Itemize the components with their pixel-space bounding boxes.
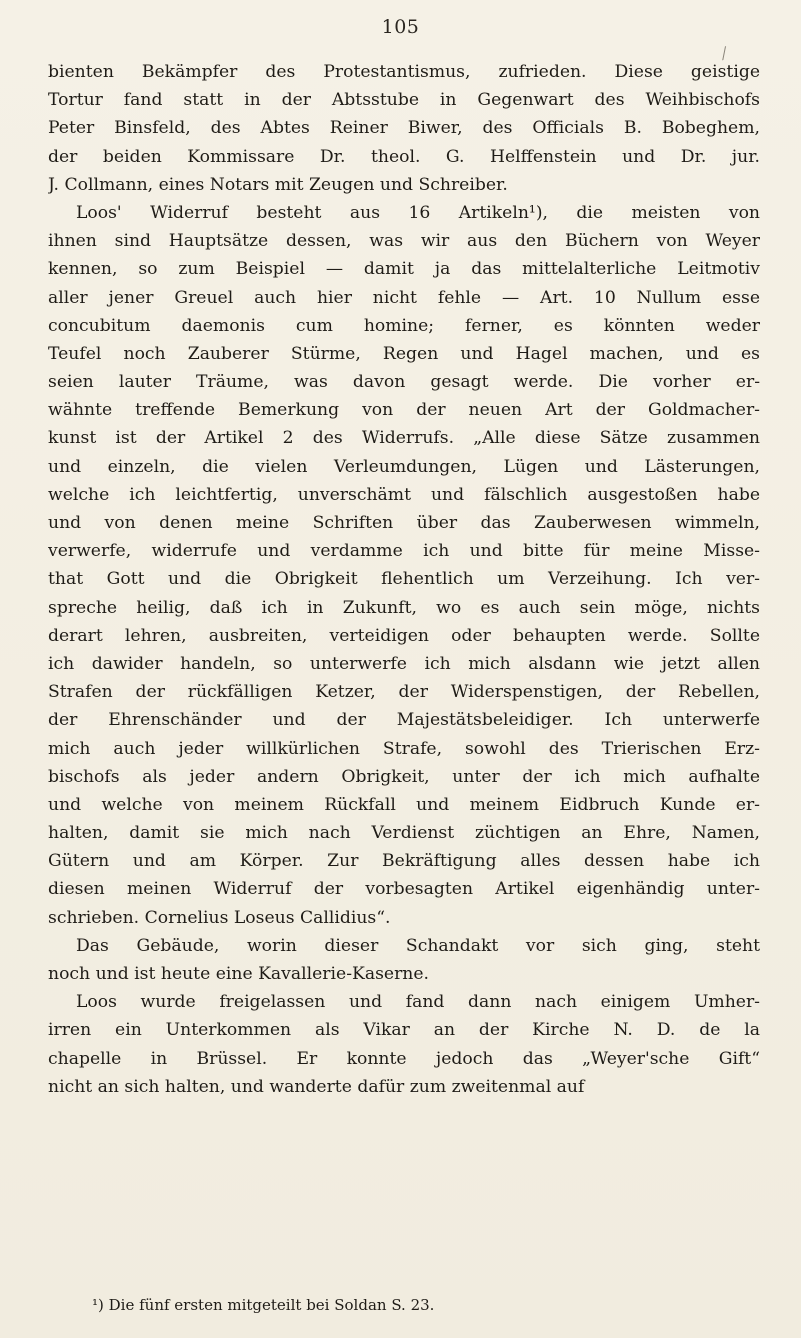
text-line: J. Collmann, eines Notars mit Zeugen und Schreiber. bbox=[48, 174, 508, 195]
text-line: kunst ist der Artikel 2 des Widerrufs. „Alle diese Sätze zusammen bbox=[48, 428, 760, 449]
paragraph-p2 bbox=[48, 199, 760, 932]
text-line: schrieben. Cornelius Loseus Callidius“. bbox=[48, 907, 391, 928]
pencil-mark-icon: ⁄ bbox=[719, 44, 729, 63]
text-line: diesen meinen Widerruf der vorbesagten Artikel eigenhändig unter- bbox=[48, 879, 760, 900]
text-line: Gütern und am Körper. Zur Bekräftigung alles dessen habe ich bbox=[48, 851, 760, 872]
text-line: seien lauter Träume, was davon gesagt werde. Die vorher er- bbox=[48, 372, 760, 393]
text-line: halten, damit sie mich nach Verdienst züchtigen an Ehre, Namen, bbox=[48, 823, 760, 844]
paragraph-p1 bbox=[48, 58, 760, 199]
text-line: Loos wurde freigelassen und fand dann nach einigem Umher- bbox=[76, 992, 760, 1013]
text-line: bienten Bekämpfer des Protestantismus, zufrieden. Diese geistige bbox=[48, 62, 760, 82]
text-line: noch und ist heute eine Kavallerie-Kaserne. bbox=[48, 964, 429, 984]
text-line: mich auch jeder willkürlichen Strafe, sowohl des Trierischen Erz- bbox=[48, 738, 760, 759]
text-line: Tortur fand statt in der Abtsstube in Gegenwart des Weihbischofs bbox=[48, 90, 760, 111]
text-line: chapelle in Brüssel. Er konnte jedoch das „Weyer'sche Gift“ bbox=[48, 1048, 760, 1069]
text-line: aller jener Greuel auch hier nicht fehle — Art. 10 Nullum esse bbox=[48, 287, 760, 308]
paragraph-p4 bbox=[48, 988, 760, 1101]
text-line: wähnte treffende Bemerkung von der neuen Art der Goldmacher- bbox=[48, 400, 760, 421]
page-number: 105 bbox=[381, 16, 420, 38]
text-line: ich dawider handeln, so unterwerfe ich mich alsdann wie jetzt allen bbox=[48, 653, 760, 674]
text-line: Teufel noch Zauberer Stürme, Regen und Hagel machen, und es bbox=[48, 343, 760, 364]
text-line: Loos' Widerruf besteht aus 16 Artikeln¹), die meisten von bbox=[76, 202, 760, 223]
footnote: ¹) Die fünf ersten mitgeteilt bei Soldan S. 23. bbox=[92, 1296, 435, 1314]
text-line: ihnen sind Hauptsätze dessen, was wir aus den Büchern von Weyer bbox=[48, 231, 760, 252]
text-line: welche ich leichtfertig, unverschämt und fälschlich ausgestoßen habe bbox=[48, 484, 760, 505]
text-line: nicht an sich halten, und wanderte dafür zum zweitenmal auf bbox=[48, 1076, 585, 1097]
paragraph-p3 bbox=[48, 932, 760, 988]
text-line: that Gott und die Obrigkeit flehentlich um Verzeihung. Ich ver- bbox=[48, 569, 760, 590]
text-line: der beiden Kommissare Dr. theol. G. Helffenstein und Dr. jur. bbox=[48, 146, 760, 167]
text-line: Peter Binsfeld, des Abtes Reiner Biwer, des Officials B. Bobeghem, bbox=[48, 118, 760, 139]
text-line: und welche von meinem Rückfall und meinem Eidbruch Kunde er- bbox=[48, 794, 760, 815]
text-line: derart lehren, ausbreiten, verteidigen oder behaupten werde. Sollte bbox=[48, 625, 760, 646]
text-line: Das Gebäude, worin dieser Schandakt vor sich ging, steht bbox=[76, 935, 760, 956]
text-line: spreche heilig, daß ich in Zukunft, wo es auch sein möge, nichts bbox=[48, 597, 760, 618]
text-line: verwerfe, widerrufe und verdamme ich und bitte für meine Misse- bbox=[48, 541, 760, 562]
text-line: bischofs als jeder andern Obrigkeit, unter der ich mich aufhalte bbox=[48, 766, 760, 787]
text-line: concubitum daemonis cum homine; ferner, es könnten weder bbox=[48, 315, 760, 336]
body-text bbox=[48, 58, 760, 1101]
text-line: Strafen der rückfälligen Ketzer, der Widerspenstigen, der Rebellen, bbox=[48, 682, 760, 703]
text-line: und von denen meine Schriften über das Zauberwesen wimmeln, bbox=[48, 513, 760, 533]
text-line: kennen, so zum Beispiel — damit ja das mittelalterliche Leitmotiv bbox=[48, 259, 760, 280]
text-line: und einzeln, die vielen Verleumdungen, Lügen und Lästerungen, bbox=[48, 456, 760, 477]
text-line: irren ein Unterkommen als Vikar an der Kirche N. D. de la bbox=[48, 1020, 760, 1041]
text-line: der Ehrenschänder und der Majestätsbeleidiger. Ich unterwerfe bbox=[48, 710, 760, 731]
